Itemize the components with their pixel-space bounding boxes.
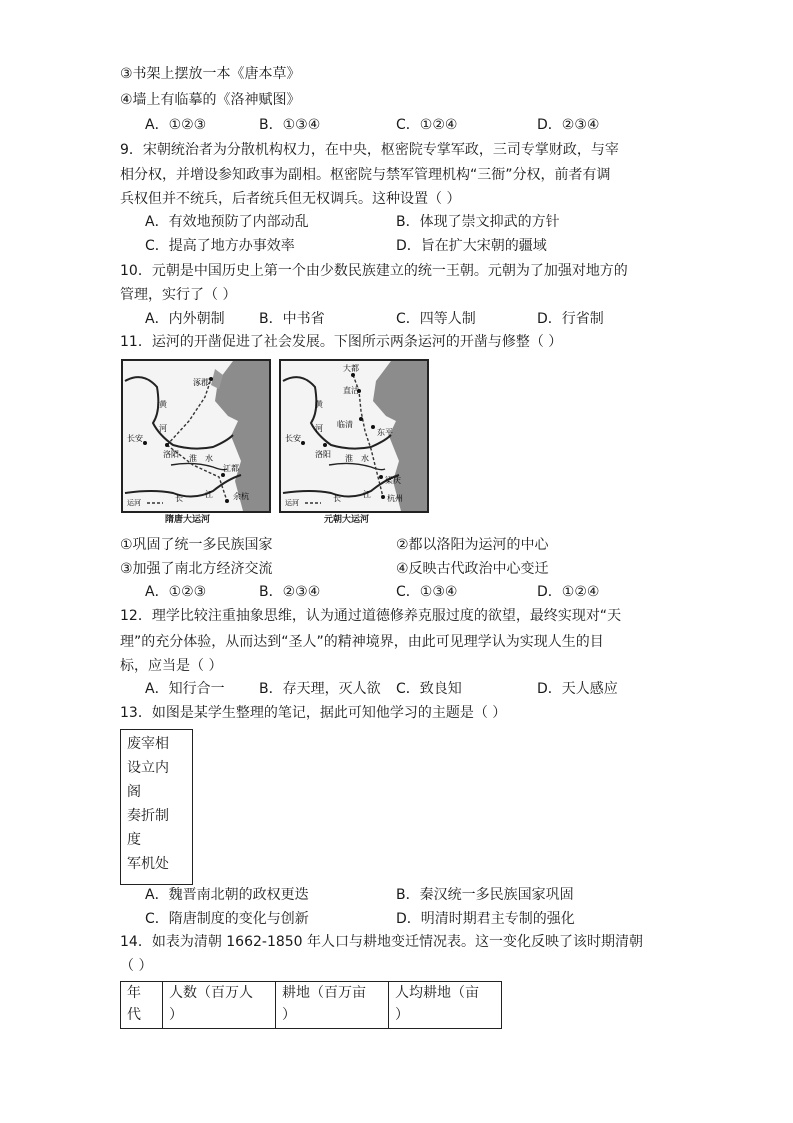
note-line-2: 设立内 bbox=[127, 760, 169, 776]
map2-label-huang: 黄 bbox=[315, 400, 323, 409]
map2-label-dongping: 东平 bbox=[377, 428, 393, 437]
map2-label-huai: 淮 bbox=[345, 454, 353, 463]
q10-option-b: B．中书省 bbox=[259, 311, 325, 327]
prev-option-c: C．①②④ bbox=[396, 117, 458, 133]
map1-label-jiangdu: 江都 bbox=[223, 464, 239, 473]
map2-caption: 元朝大运河 bbox=[324, 515, 370, 525]
map2-legend-canal: 运河 bbox=[285, 499, 299, 507]
prev-item-4: ④墙上有临摹的《洛神赋图》 bbox=[120, 92, 301, 108]
map2-label-changan: 长安 bbox=[285, 434, 301, 443]
student-notes-box bbox=[120, 729, 193, 885]
map1-label-shui: 水 bbox=[205, 454, 213, 463]
q9-option-d: D．旨在扩大宋朝的疆域 bbox=[396, 238, 547, 254]
map1-caption: 隋唐大运河 bbox=[165, 515, 211, 525]
q12-option-b: B．存天理，灭人欲 bbox=[259, 681, 381, 697]
map2-label-liangqing: 梁庆 bbox=[385, 476, 401, 485]
map2-label-hangzhou: 杭州 bbox=[387, 494, 403, 503]
q12-stem-line-3: 标，应当是（ ） bbox=[120, 658, 223, 674]
sui-tang-canal-map bbox=[121, 359, 271, 513]
q12-option-a: A．知行合一 bbox=[145, 681, 225, 697]
header-per-capita-farmland: 人均耕地（亩 ） bbox=[389, 982, 502, 1029]
q10-option-a: A．内外朝制 bbox=[145, 311, 225, 327]
q11-option-c: C．①③④ bbox=[396, 584, 458, 600]
map1-label-luoyang: 洛阳 bbox=[163, 450, 179, 459]
note-line-5: 度 bbox=[127, 832, 141, 848]
header-year: 年 代 bbox=[121, 982, 163, 1029]
note-line-4: 奏折制 bbox=[127, 808, 169, 824]
q11-item-3: ③加强了南北方经济交流 bbox=[120, 561, 273, 577]
header-population: 人数（百万人 ） bbox=[163, 982, 276, 1029]
q12-stem-line-2: 理”的充分体验，从而达到“圣人”的精神境界，由此可见理学认为实现人生的目 bbox=[120, 634, 604, 650]
q10-option-d: D．行省制 bbox=[537, 311, 604, 327]
prev-option-a: A．①②③ bbox=[145, 117, 207, 133]
map2-label-he: 河 bbox=[315, 424, 323, 433]
note-line-3: 阁 bbox=[127, 784, 141, 800]
map1-legend-canal: 运河 bbox=[127, 499, 141, 507]
map2-label-zhigu: 直沽 bbox=[343, 386, 359, 395]
q14-stem-line-2: （ ） bbox=[120, 958, 153, 974]
map2-label-linqing: 临清 bbox=[337, 420, 353, 429]
header-farmland: 耕地（百万亩 ） bbox=[276, 982, 389, 1029]
q9-stem-line-2: 相分权，并增设参知政事为副相。枢密院与禁军管理机构“三衙”分权，前者有调 bbox=[120, 167, 611, 183]
map1-label-yuhang: 余杭 bbox=[233, 492, 249, 501]
q10-option-c: C．四等人制 bbox=[396, 311, 476, 327]
q10-stem-line-2: 管理，实行了（ ） bbox=[120, 287, 237, 303]
map1-label-he: 河 bbox=[159, 424, 167, 433]
q9-option-c: C．提高了地方办事效率 bbox=[145, 238, 295, 254]
q11-stem: 11．运河的开凿促进了社会发展。下图所示两条运河的开凿与修整（ ） bbox=[120, 334, 563, 350]
q13-option-b: B．秦汉统一多民族国家巩固 bbox=[396, 887, 574, 903]
map2-label-jiang: 江 bbox=[363, 490, 371, 499]
q11-option-a: A．①②③ bbox=[145, 584, 207, 600]
prev-option-d: D．②③④ bbox=[537, 117, 600, 133]
map1-label-changan: 长安 bbox=[127, 434, 143, 443]
map2-label-chang: 长 bbox=[333, 494, 341, 503]
map1-label-jiang: 江 bbox=[205, 490, 213, 499]
q12-option-d: D．天人感应 bbox=[537, 681, 618, 697]
prev-option-b: B．①③④ bbox=[259, 117, 321, 133]
map2-label-luoyang: 洛阳 bbox=[315, 450, 331, 459]
map1-label-huang: 黄 bbox=[159, 400, 167, 409]
population-farmland-table bbox=[120, 981, 502, 1029]
q11-item-2: ②都以洛阳为运河的中心 bbox=[396, 537, 549, 553]
q13-stem: 13．如图是某学生整理的笔记，据此可知他学习的主题是（ ） bbox=[120, 705, 507, 721]
q13-option-c: C．隋唐制度的变化与创新 bbox=[145, 911, 309, 927]
q13-option-d: D．明清时期君主专制的强化 bbox=[396, 911, 575, 927]
q12-stem-line-1: 12．理学比较注重抽象思维，认为通过道德修养克服过度的欲望，最终实现对“天 bbox=[120, 608, 622, 624]
note-line-6: 军机处 bbox=[127, 856, 169, 872]
q12-option-c: C．致良知 bbox=[396, 681, 462, 697]
map2-label-shui: 水 bbox=[361, 454, 369, 463]
map2-label-dadu: 大都 bbox=[343, 364, 359, 373]
map1-label-chang: 长 bbox=[175, 494, 183, 503]
map1-label-zhuojun: 涿郡 bbox=[193, 378, 209, 387]
table-header-row bbox=[121, 982, 502, 1029]
yuan-canal-map-graphic bbox=[281, 361, 427, 511]
q13-option-a: A．魏晋南北朝的政权更迭 bbox=[145, 887, 309, 903]
q11-option-b: B．②③④ bbox=[259, 584, 321, 600]
q11-item-4: ④反映古代政治中心变迁 bbox=[396, 561, 549, 577]
q11-option-d: D．①②④ bbox=[537, 584, 600, 600]
prev-item-3: ③书架上摆放一本《唐本草》 bbox=[120, 66, 301, 82]
q9-stem-line-1: 9．宋朝统治者为分散机构权力，在中央，枢密院专掌军政，三司专掌财政，与宰 bbox=[120, 142, 619, 158]
map1-label-huai: 淮 bbox=[189, 454, 197, 463]
q11-item-1: ①巩固了统一多民族国家 bbox=[120, 537, 273, 553]
sui-tang-canal-map-graphic bbox=[123, 361, 269, 511]
q9-option-a: A．有效地预防了内部动乱 bbox=[145, 214, 309, 230]
note-line-1: 废宰相 bbox=[127, 736, 169, 752]
q14-stem-line-1: 14．如表为清朝 1662-1850 年人口与耕地变迁情况表。这一变化反映了该时期清朝 bbox=[120, 934, 644, 950]
q9-option-b: B．体现了崇文抑武的方针 bbox=[396, 214, 560, 230]
yuan-canal-map bbox=[279, 359, 429, 513]
q9-stem-line-3: 兵权但并不统兵，后者统兵但无权调兵。这种设置（ ） bbox=[120, 191, 461, 207]
q10-stem-line-1: 10．元朝是中国历史上第一个由少数民族建立的统一王朝。元朝为了加强对地方的 bbox=[120, 263, 628, 279]
